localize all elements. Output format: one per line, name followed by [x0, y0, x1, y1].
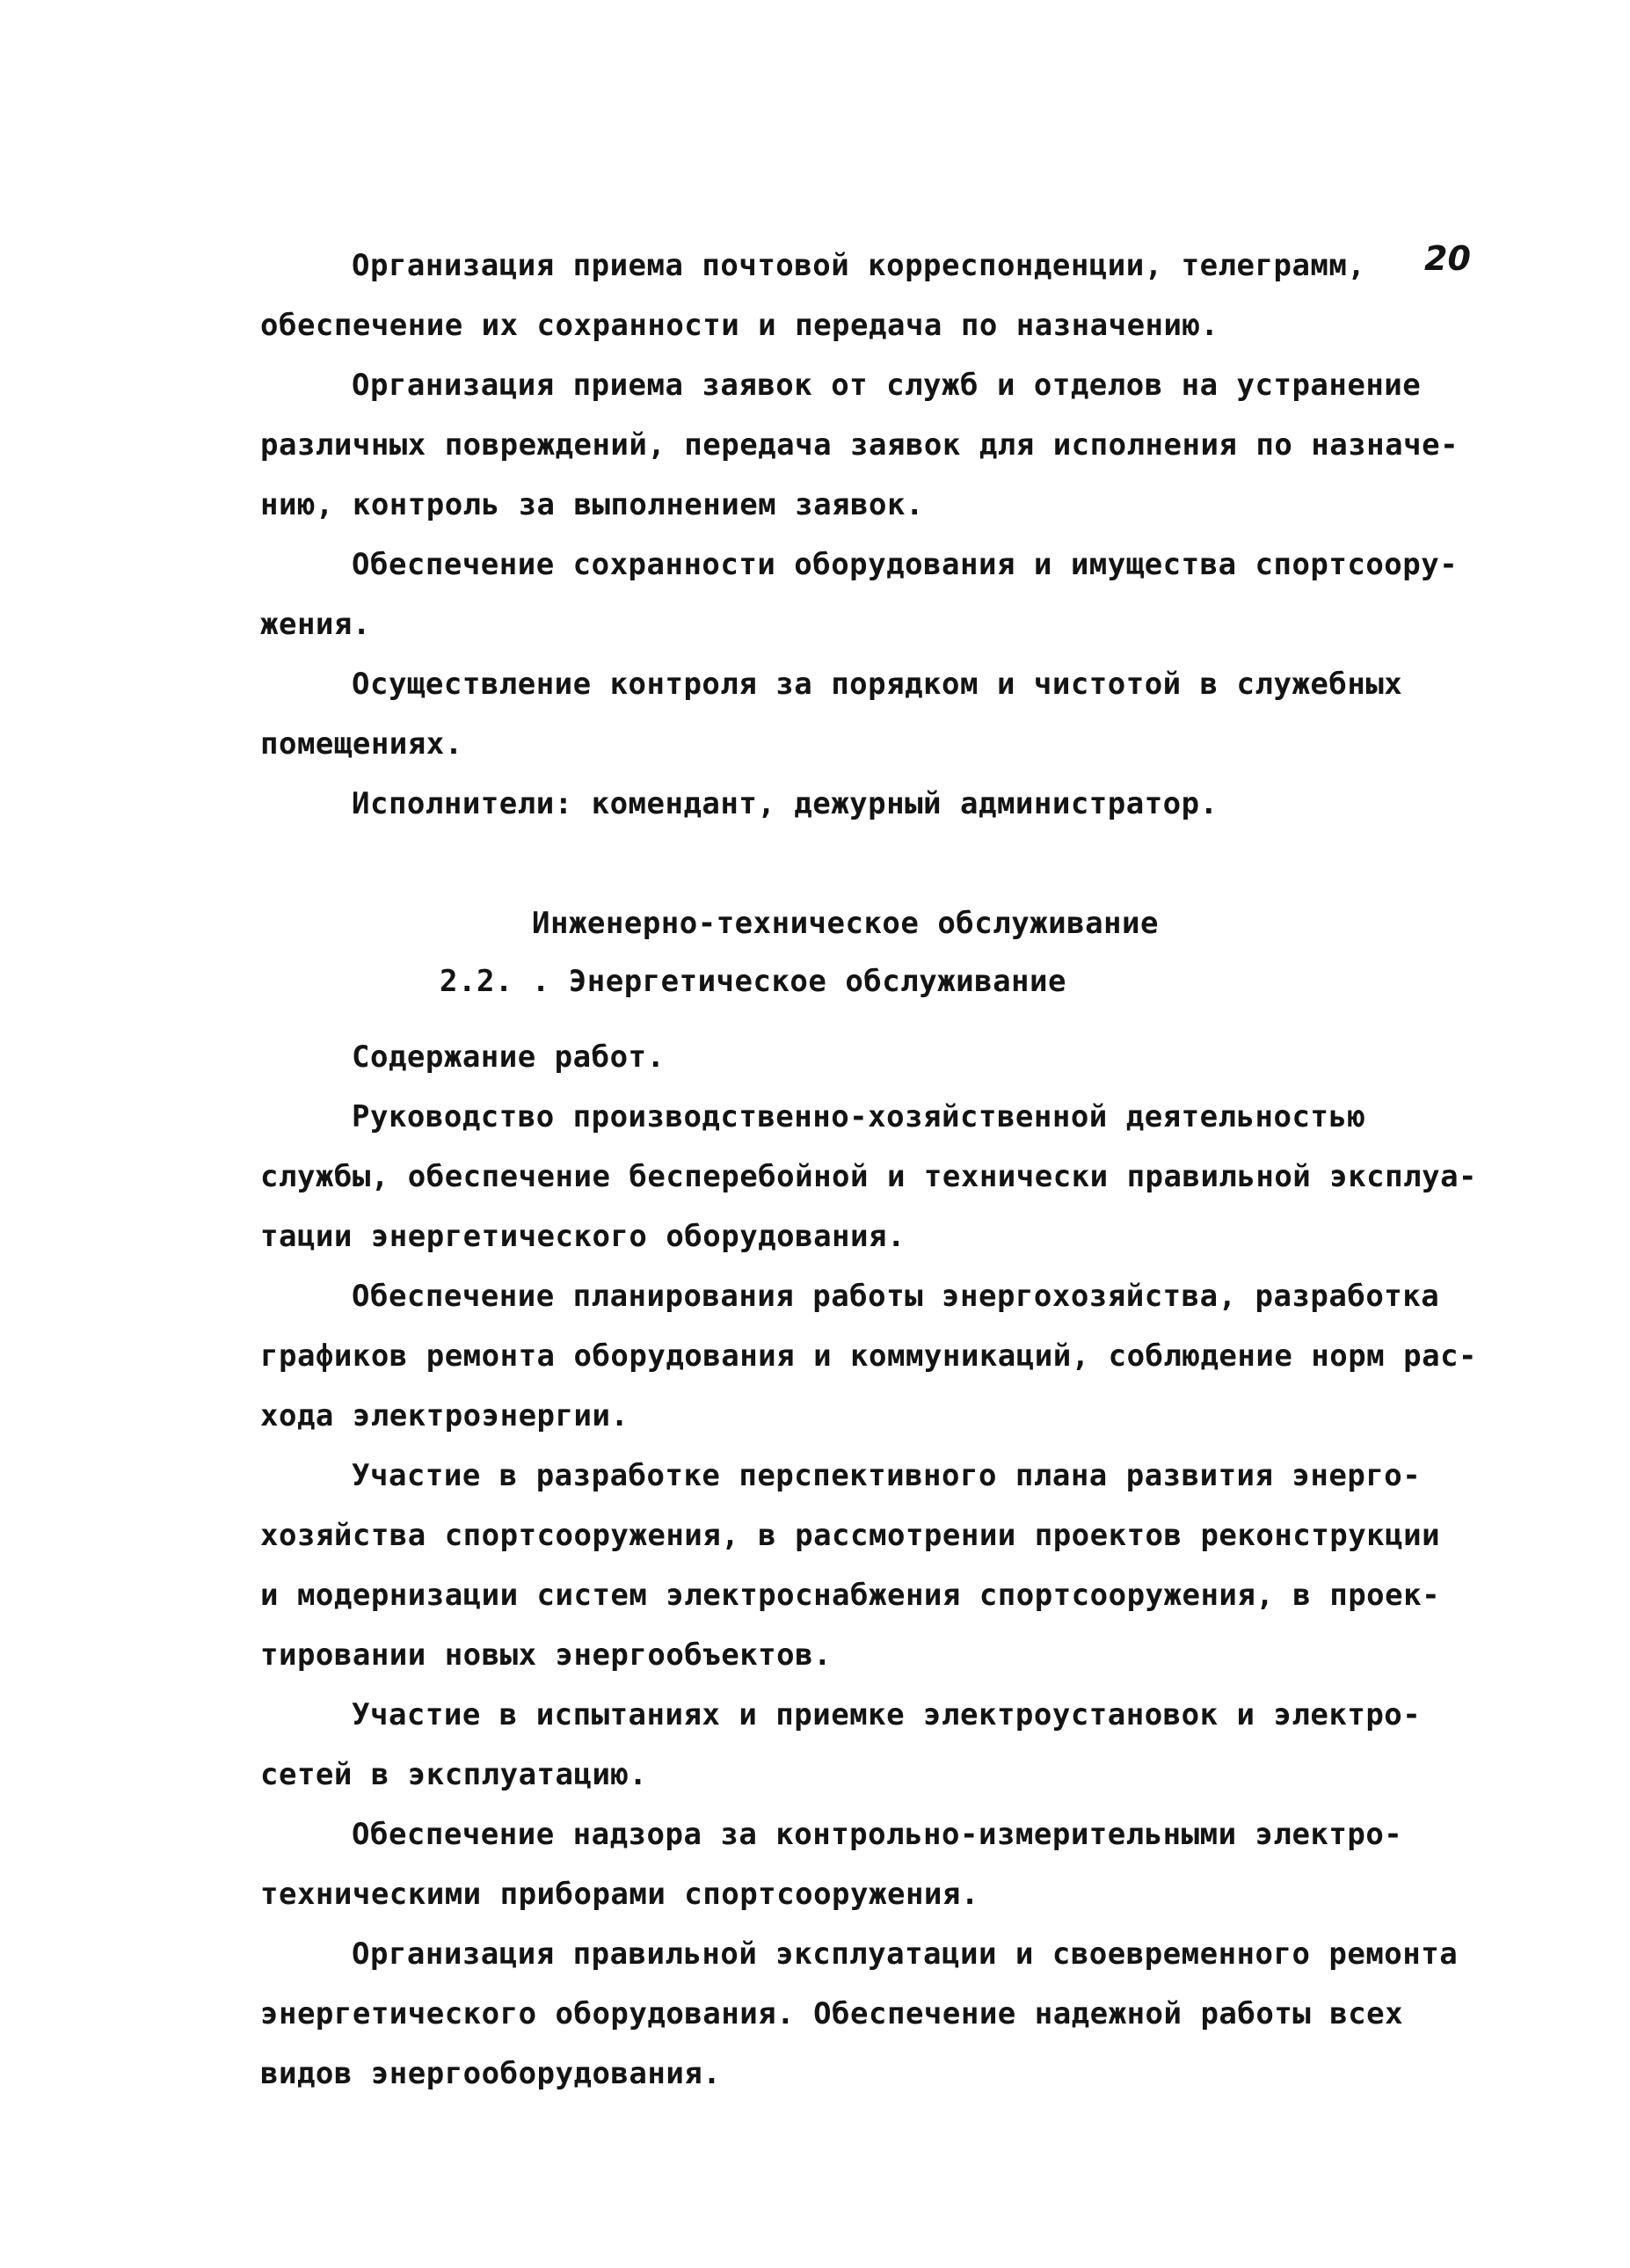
text-line: жения. — [260, 607, 371, 642]
paragraph-block-2 — [260, 1027, 1491, 2104]
text-line: и модернизации систем электроснабжения спортсооружения, в проек- — [260, 1578, 1441, 1613]
text-line: различных повреждений, передача заявок для исполнения по назначе- — [260, 427, 1459, 463]
text-line: Организация приема заявок от служб и отделов на устранение — [352, 368, 1422, 403]
text-line: Обеспечение надзора за контрольно-измерительными электро- — [352, 1817, 1403, 1852]
text-line: сетей в эксплуатацию. — [260, 1757, 648, 1792]
text-line: Участие в разработке перспективного плана развития энерго- — [352, 1458, 1422, 1493]
paragraph-block-1 — [260, 236, 1491, 834]
section-title: Инженерно-техническое обслуживание — [532, 906, 1159, 941]
subsection-title: 2.2. . Энергетическое обслуживание — [440, 964, 1066, 999]
text-line: Обеспечение планирования работы энергохозяйства, разработка — [352, 1279, 1440, 1314]
page-number: 20 — [1424, 239, 1471, 278]
text-line: Организация приема почтовой корреспонденции, телеграмм, — [352, 248, 1366, 283]
text-line: Руководство производственно-хозяйственной деятельностью — [352, 1099, 1366, 1134]
text-line: Обеспечение сохранности оборудования и имущества спортсоору- — [352, 547, 1459, 582]
text-line: Организация правильной эксплуатации и своевременного ремонта — [352, 1936, 1459, 1972]
text-line: видов энергооборудования. — [260, 2056, 722, 2091]
text-line: обеспечение их сохранности и передача по назначению. — [260, 308, 1219, 343]
text-line: помещениях. — [260, 726, 463, 762]
text-line: хода электроэнергии. — [260, 1398, 629, 1433]
text-line: тации энергетического оборудования. — [260, 1219, 906, 1254]
text-line: Осуществление контроля за порядком и чистотой в служебных — [352, 667, 1403, 702]
text-line: Участие в испытаниях и приемке электроустановок и электро- — [352, 1697, 1422, 1732]
text-line: тировании новых энергообъектов. — [260, 1637, 833, 1673]
text-line: службы, обеспечение бесперебойной и технически правильной эксплуа- — [260, 1159, 1478, 1194]
text-line: нию, контроль за выполнением заявок. — [260, 487, 924, 522]
text-line: графиков ремонта оборудования и коммуникаций, соблюдение норм рас- — [260, 1338, 1478, 1374]
text-line: Исполнители: комендант, дежурный администратор. — [352, 786, 1219, 821]
text-line: энергетического оборудования. Обеспечение надежной работы всех — [260, 1996, 1404, 2031]
text-line: Содержание работ. — [352, 1039, 666, 1075]
text-line: техническими приборами спортсооружения. — [260, 1877, 979, 1912]
text-line: хозяйства спортсооружения, в рассмотрении проектов реконструкции — [260, 1518, 1441, 1553]
